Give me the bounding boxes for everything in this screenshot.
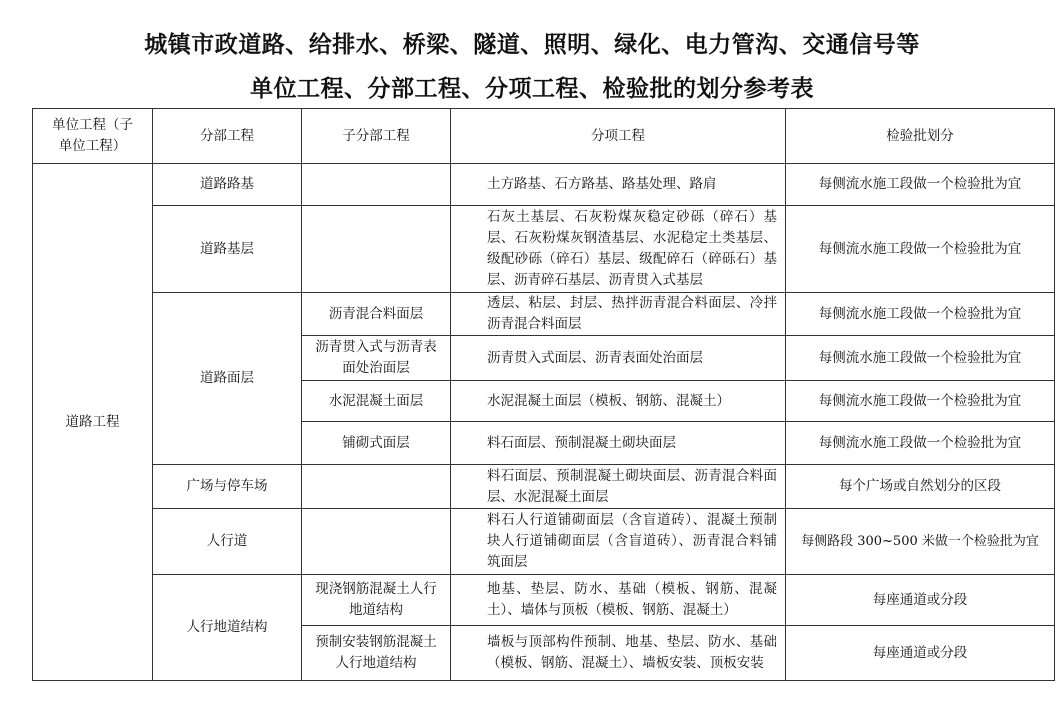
table-row xyxy=(33,509,1055,575)
division-cell: 广场与停车场 xyxy=(153,465,302,509)
batch-cell: 每侧流水施工段做一个检验批为宜 xyxy=(786,336,1055,381)
subdivision-cell xyxy=(302,206,451,293)
batch-cell: 每侧流水施工段做一个检验批为宜 xyxy=(786,164,1055,206)
batch-cell: 每侧路段 300~500 米做一个检验批为宜 xyxy=(786,509,1055,575)
header-unit: 单位工程（子单位工程） xyxy=(33,109,153,164)
item-cell: 料石面层、预制混凝土砌块面层 xyxy=(451,422,786,465)
division-cell: 道路基层 xyxy=(153,206,302,293)
division-cell: 道路面层 xyxy=(153,293,302,465)
item-cell: 石灰土基层、石灰粉煤灰稳定砂砾（碎石）基层、石灰粉煤灰钢渣基层、水泥稳定土类基层、级配砂砾（碎石）基层、级配碎石（碎砾石）基层、沥青碎石基层、沥青贯入式基层 xyxy=(451,206,786,293)
item-cell: 沥青贯入式面层、沥青表面处治面层 xyxy=(451,336,786,381)
batch-cell: 每侧流水施工段做一个检验批为宜 xyxy=(786,293,1055,336)
item-cell: 地基、垫层、防水、基础（模板、钢筋、混凝土）、墙体与顶板（模板、钢筋、混凝土） xyxy=(451,575,786,626)
subdivision-cell: 沥青贯入式与沥青表面处治面层 xyxy=(302,336,451,381)
item-cell: 水泥混凝土面层（模板、钢筋、混凝土） xyxy=(451,381,786,422)
item-cell: 料石人行道铺砌面层（含盲道砖）、混凝土预制块人行道铺砌面层（含盲道砖）、沥青混合料铺筑面层 xyxy=(451,509,786,575)
subdivision-cell: 水泥混凝土面层 xyxy=(302,381,451,422)
batch-cell: 每座通道或分段 xyxy=(786,575,1055,626)
subdivision-cell xyxy=(302,164,451,206)
header-item: 分项工程 xyxy=(451,109,786,164)
batch-cell: 每个广场或自然划分的区段 xyxy=(786,465,1055,509)
division-cell: 道路路基 xyxy=(153,164,302,206)
item-cell: 料石面层、预制混凝土砌块面层、沥青混合料面层、水泥混凝土面层 xyxy=(451,465,786,509)
item-cell: 墙板与顶部构件预制、地基、垫层、防水、基础（模板、钢筋、混凝土）、墙板安装、顶板安装 xyxy=(451,626,786,681)
batch-cell: 每侧流水施工段做一个检验批为宜 xyxy=(786,381,1055,422)
subdivision-cell: 沥青混合料面层 xyxy=(302,293,451,336)
division-table xyxy=(32,108,1055,681)
subdivision-cell: 现浇钢筋混凝土人行地道结构 xyxy=(302,575,451,626)
item-cell: 土方路基、石方路基、路基处理、路肩 xyxy=(451,164,786,206)
subdivision-cell xyxy=(302,509,451,575)
subdivision-cell xyxy=(302,465,451,509)
header-batch: 检验批划分 xyxy=(786,109,1055,164)
batch-cell: 每侧流水施工段做一个检验批为宜 xyxy=(786,206,1055,293)
table-row xyxy=(33,164,1055,206)
header-division: 分部工程 xyxy=(153,109,302,164)
table-row xyxy=(33,293,1055,336)
header-row xyxy=(33,109,1055,164)
table-row xyxy=(33,575,1055,626)
page-subtitle: 单位工程、分部工程、分项工程、检验批的划分参考表 xyxy=(250,76,814,102)
unit-cell: 道路工程 xyxy=(33,164,153,681)
batch-cell: 每侧流水施工段做一个检验批为宜 xyxy=(786,422,1055,465)
subdivision-cell: 铺砌式面层 xyxy=(302,422,451,465)
item-cell: 透层、粘层、封层、热拌沥青混合料面层、冷拌沥青混合料面层 xyxy=(451,293,786,336)
division-cell: 人行道 xyxy=(153,509,302,575)
batch-cell: 每座通道或分段 xyxy=(786,626,1055,681)
division-cell: 人行地道结构 xyxy=(153,575,302,681)
header-subdivision: 子分部工程 xyxy=(302,109,451,164)
table-row xyxy=(33,206,1055,293)
table-row xyxy=(33,465,1055,509)
subdivision-cell: 预制安装钢筋混凝土人行地道结构 xyxy=(302,626,451,681)
page-title: 城镇市政道路、给排水、桥梁、隧道、照明、绿化、电力管沟、交通信号等 xyxy=(144,32,920,58)
